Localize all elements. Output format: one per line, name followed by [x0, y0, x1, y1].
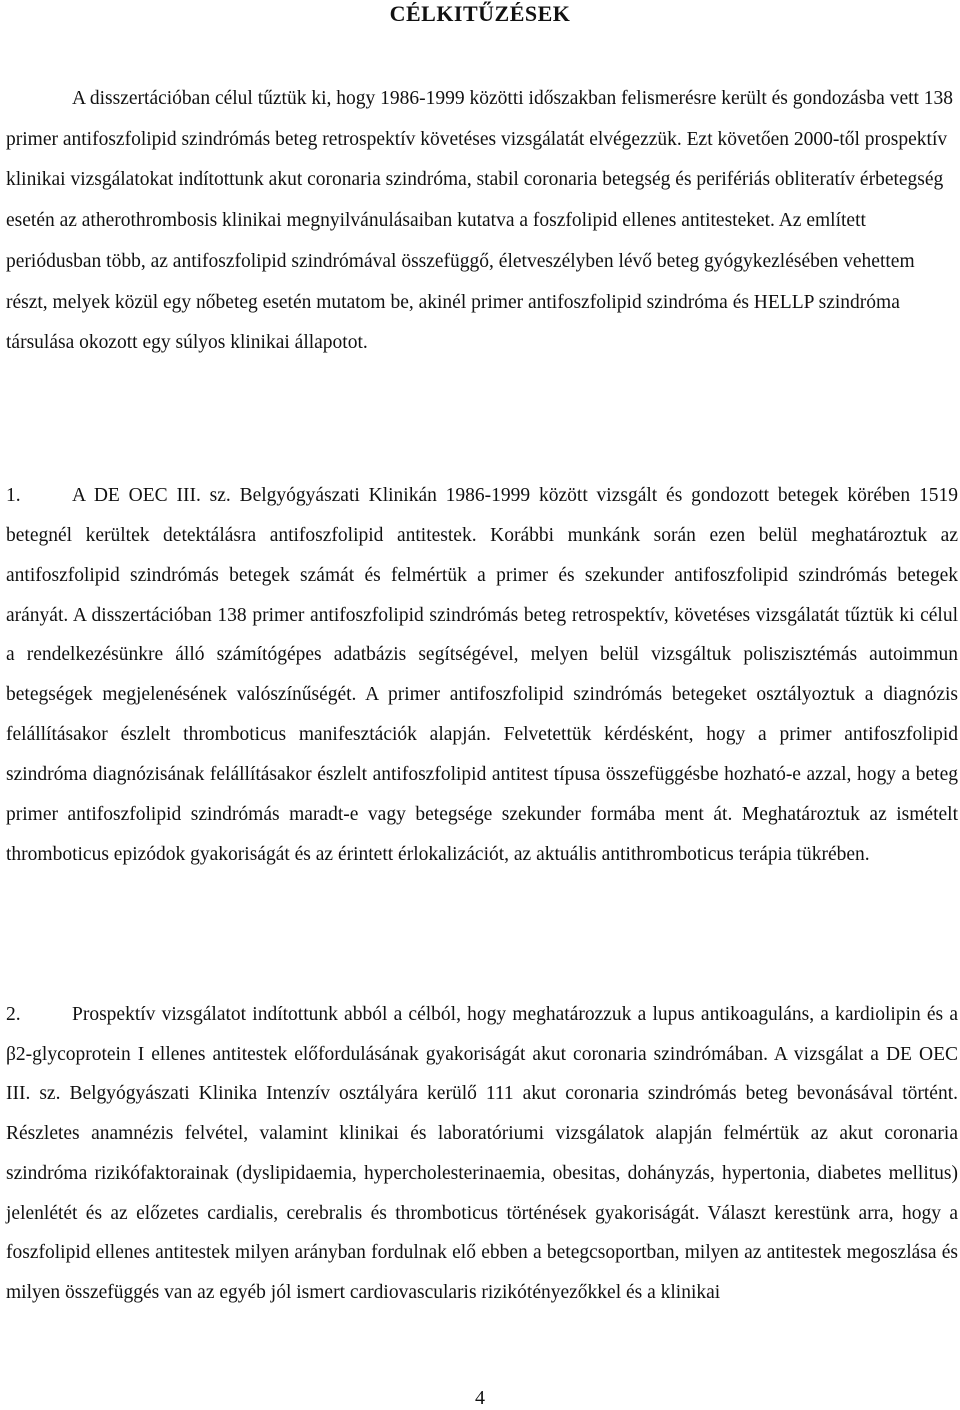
section-2-number: 2.: [6, 1004, 21, 1025]
section-2-paragraph: [6, 995, 958, 1313]
section-2-text: Prospektív vizsgálatot indítottunk abból a célból, hogy meghatározzuk a lupus antikoaguláns, a kardiolipin és a β2-glycoprotein I ellenes antitestek előfordulásának gyakoriságát akut coronaria szindrómában. A vizsgálat a DE OEC III. sz. Belgyógyászati Klinika Intenzív osztályára kerülő 111 akut coronaria szindrómás beteg bevonásával történt. Részletes anamnézis felvétel, valamint klinikai és laboratóriumi vizsgálatok alapján felmértük az akut coronaria szindróma rizikófaktorainak (dyslipidaemia, hypercholesterinaemia, obesitas, dohányzás, hypertonia, diabetes mellitus) jelenlétét és az előzetes cardialis, cerebralis és thromboticus történések gyakoriságát. Választ kerestünk arra, hogy a foszfolipid ellenes antitestek milyen arányban fordulnak elő ebben a betegcsoportban, milyen az antitestek megoszlása és milyen összefüggés van az egyéb jól ismert cardiovascularis rizikótényezőkkel és a klinikai: [6, 1004, 958, 1303]
section-1-text: A DE OEC III. sz. Belgyógyászati Klinikán 1986-1999 között vizsgált és gondozott betegek körében 1519 betegnél kerültek detektálásra antifoszfolipid antitestek. Korábbi munkánk során ezen belül meghatároztuk az antifoszfolipid szindrómás betegek számát és felmértük a primer és szekunder antifoszfolipid szindrómás betegek arányát. A disszertációban 138 primer antifoszfolipid szindrómás beteg retrospektív, követéses vizsgálatát tűztük ki célul a rendelkezésünkre álló számítógépes adatbázis segítségével, melyen belül vizsgáltuk poliszisztémás autoimmun betegségek megjelenésének valószínűségét. A primer antifoszfolipid szindrómás betegeket osztályoztuk a diagnózis felállításakor észlelt thromboticus manifesztációk alapján. Felvetettük kérdésként, hogy a primer antifoszfolipid szindróma diagnózisának felállításakor észlelt antifoszfolipid antitest típusa összefüggésbe hozható-e azzal, hogy a beteg primer antifoszfolipid szindrómás maradt-e vagy betegsége szekunder formába ment át. Meghatároztuk az ismételt thromboticus epizódok gyakoriságát és az érintett érlokalizációt, az aktuális antithromboticus terápia tükrében.: [6, 485, 958, 865]
section-1-number: 1.: [6, 485, 21, 506]
page-number: 4: [475, 1387, 485, 1409]
section-1-paragraph: [6, 476, 958, 874]
page-title: CÉLKITŰZÉSEK: [389, 1, 571, 26]
intro-paragraph: A disszertációban célul tűztük ki, hogy 1986-1999 közötti időszakban felismerésre került és gondozásba vett 138 primer antifoszfolipid szindrómás beteg retrospektív követéses vizsgálatát elvégezzük. Ezt követően 2000-től prospektív klinikai vizsgálatokat indítottunk akut coronaria szindróma, stabil coronaria betegség és perifériás obliteratív érbetegség esetén az atherothrombosis klinikai megnyilvánulásaiban kutatva a foszfolipid ellenes antitesteket. Az említett periódusban több, az antifoszfolipid szindrómával összefüggő, életveszélyben lévő beteg gyógykezlésében vehettem részt, melyek közül egy nőbeteg esetén mutatom be, akinél primer antifoszfolipid szindróma és HELLP szindróma társulása okozott egy súlyos klinikai állapotot.: [6, 88, 954, 354]
